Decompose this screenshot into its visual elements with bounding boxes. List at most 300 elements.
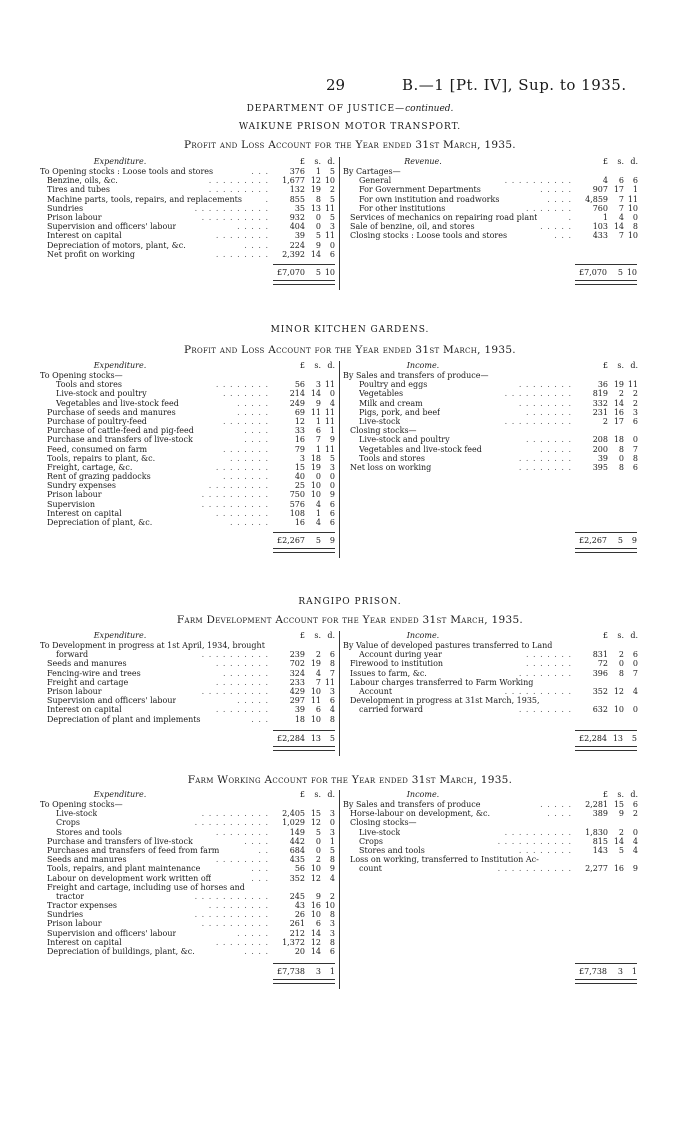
amount-pence: 5 [329, 453, 335, 463]
ledger-row-amount [576, 696, 638, 705]
total-shillings: 13 [612, 733, 623, 743]
amount-pence: 11 [324, 380, 335, 390]
ledger-row-label: Labour on development work written off [47, 873, 212, 883]
amount-pounds: 702 [289, 659, 305, 669]
amount-pence: 9 [329, 435, 335, 445]
leader-dots: . . . . [244, 947, 269, 956]
amount-pence: 3 [329, 827, 335, 837]
total-pounds: £2,267 [579, 536, 607, 546]
currency-label-d: d. [630, 631, 638, 640]
ledger-row-amount [273, 204, 335, 213]
ledger-row [343, 371, 638, 380]
currency-label-d: d. [327, 361, 335, 370]
amount-pence: 6 [632, 416, 638, 426]
amount-pence: 6 [632, 462, 638, 472]
amount-pence: 6 [329, 499, 335, 509]
ledger-row [343, 426, 638, 435]
amount-pence: 7 [632, 444, 638, 454]
ledger-row [343, 463, 638, 472]
leader-dots: . . . [251, 873, 269, 883]
currency-label-d: d. [327, 790, 335, 799]
ledger-row-label: forward [56, 650, 89, 660]
amount-pence: 0 [632, 435, 638, 445]
leader-dots: . . . . . . . . . . . [497, 864, 572, 874]
total-pence: 9 [329, 536, 335, 546]
ledger-row-amount [273, 837, 335, 846]
ledger-row-amount [576, 399, 638, 408]
ledger-row-amount [273, 696, 335, 705]
ledger-row-amount [576, 800, 638, 809]
amount-pence: 1 [329, 426, 335, 436]
amount-shillings: 16 [310, 901, 321, 911]
left-total-rule [273, 730, 335, 731]
ledger-row [40, 454, 335, 463]
amount-pence: 5 [329, 845, 335, 855]
ledger-row-label: Closing stocks— [350, 426, 417, 436]
total-pence: 10 [324, 268, 335, 277]
ledger-row-amount [273, 389, 335, 398]
ledger-row [40, 500, 335, 509]
amount-pounds: 69 [294, 407, 305, 417]
amount-pounds: 20 [294, 947, 305, 956]
ledger-row-label: Fencing-wire and trees [47, 668, 141, 678]
amount-pence: 8 [329, 714, 335, 724]
right-column [343, 790, 638, 874]
ledger-row-amount [273, 371, 335, 380]
ledger-row-label: Tires and tubes [47, 185, 111, 195]
ledger-row-amount [273, 380, 335, 389]
amount-pounds: 297 [289, 696, 305, 706]
right-total-double-rule [575, 746, 637, 751]
ledger-row [40, 408, 335, 417]
amount-pounds: 25 [294, 481, 305, 491]
ledger-row-amount [576, 687, 638, 696]
account-title: Profit and Loss Account for the Year ended 31st March, 1935. [184, 344, 516, 356]
ledger-row-label: Purchase and transfers of live-stock [47, 836, 193, 846]
amount-pounds: 2,277 [585, 864, 608, 874]
currency-label-d: d. [327, 157, 335, 166]
ledger-row-amount [576, 463, 638, 472]
ledger-row-amount [576, 454, 638, 463]
ledger-row-label: Depreciation of plant and implements [47, 714, 201, 724]
leader-dots: . . . . . . . . [215, 827, 269, 837]
ledger-row-amount [576, 204, 638, 213]
ledger-row-label: Vegetables and live-stock feed [359, 444, 482, 454]
ledger-row [343, 231, 638, 240]
ledger-row-label: Sundry expenses [47, 481, 116, 491]
amount-pounds: 396 [592, 668, 608, 678]
leader-dots: . . . . [244, 240, 269, 250]
ledger-row-amount [576, 408, 638, 417]
amount-shillings: 18 [613, 435, 624, 445]
ledger-row [343, 185, 638, 194]
amount-shillings: 4 [315, 518, 321, 527]
ledger-row [40, 435, 335, 444]
left-total-rule [273, 264, 335, 265]
amount-pence: 0 [632, 659, 638, 669]
ledger-row-amount [273, 809, 335, 818]
amount-shillings: 4 [315, 668, 321, 678]
ledger-row [40, 947, 335, 956]
ledger-row-label: Sale of benzine, oil, and stores [350, 222, 475, 232]
leader-dots: . . . . . . . . [215, 231, 269, 241]
ledger-row [40, 472, 335, 481]
amount-shillings: 2 [618, 827, 624, 837]
ledger-row-label: Sundries [47, 203, 84, 213]
ledger-row [40, 846, 335, 855]
amount-pence: 9 [329, 490, 335, 500]
left-total-rule [273, 532, 335, 533]
ledger-row [40, 938, 335, 947]
leader-dots: . . . . . . . . [215, 462, 269, 472]
amount-pounds: 4,859 [585, 194, 608, 204]
ledger-row-amount [273, 408, 335, 417]
amount-pounds: 389 [592, 809, 608, 819]
currency-label-p: £ [602, 790, 608, 799]
ledger-row-amount [273, 650, 335, 659]
column-header [40, 157, 335, 167]
amount-pence: 3 [329, 928, 335, 938]
amount-shillings: 8 [618, 668, 624, 678]
amount-shillings: 11 [310, 407, 321, 417]
amount-pence: 10 [324, 176, 335, 186]
leader-dots: . . [258, 845, 269, 855]
ledger-row [40, 463, 335, 472]
ledger-row-amount [273, 231, 335, 240]
ledger-row-label: Issues to farm, &c. [350, 668, 427, 678]
left-column [40, 361, 335, 527]
amount-pounds: 39 [597, 453, 608, 463]
amount-pounds: 433 [592, 231, 608, 241]
department-name: DEPARTMENT OF JUSTICE— [246, 104, 406, 114]
ledger-row [343, 454, 638, 463]
total-pounds: £7,070 [277, 268, 305, 277]
ledger-row-label: Interest on capital [47, 508, 122, 518]
ledger-row [40, 167, 335, 176]
ledger-row-label: By Sales and transfers of produce— [343, 371, 489, 380]
leader-dots: . . . . . . . . [215, 705, 269, 715]
amount-pence: 5 [329, 167, 335, 176]
amount-pounds: 376 [289, 167, 305, 176]
ledger-row-label: Closing stocks— [350, 818, 417, 828]
column-divider [339, 157, 340, 290]
right-total [567, 536, 637, 546]
total-pence: 10 [626, 268, 637, 277]
leader-dots: . . . . . . . . . . . [194, 818, 269, 828]
ledger-row [40, 195, 335, 204]
ledger-row [343, 641, 638, 650]
amount-pence: 11 [324, 231, 335, 241]
amount-shillings: 10 [310, 686, 321, 696]
amount-shillings: 0 [315, 212, 321, 222]
ledger-row-label: Feed, consumed on farm [47, 444, 148, 454]
leader-dots: . . . . . . . [525, 203, 572, 213]
ledger-row-label: Supervision and officers' labour [47, 696, 177, 706]
amount-pounds: 404 [289, 222, 305, 232]
amount-pence: 0 [329, 389, 335, 399]
amount-shillings: 2 [315, 650, 321, 660]
left-total-double-rule [273, 746, 335, 751]
ledger-row [40, 250, 335, 259]
ledger-row-amount [576, 641, 638, 650]
ledger-row [40, 417, 335, 426]
ledger-row-amount [576, 659, 638, 668]
ledger-row [343, 650, 638, 659]
amount-pounds: 18 [294, 714, 305, 724]
ledger-row [343, 864, 638, 873]
ledger-row [40, 176, 335, 185]
amount-pence: 6 [632, 800, 638, 809]
ledger-row-label: By Sales and transfers of produce [343, 800, 481, 809]
leader-dots: . . . . . . . . [215, 508, 269, 518]
ledger-row-label: Freight, cartage, &c. [47, 462, 133, 472]
amount-pounds: 2,392 [282, 249, 305, 259]
left-total-rule [273, 963, 335, 964]
leader-dots: . . . . . . . . [518, 845, 572, 855]
ledger-row-amount [273, 241, 335, 250]
ledger-row-amount [273, 435, 335, 444]
ledger-row-label: Prison labour [47, 212, 102, 222]
currency-label-p: £ [602, 631, 608, 640]
ledger-row [343, 828, 638, 837]
ledger-row-amount [273, 481, 335, 490]
ledger-row-label: Freight and cartage [47, 677, 129, 687]
ledger-row-label: Horse-labour on development, &c. [350, 809, 490, 819]
ledger-row [343, 846, 638, 855]
leader-dots: . [265, 194, 269, 204]
page-number: 29 [326, 76, 346, 94]
amount-pounds: 239 [289, 650, 305, 660]
left-column [40, 631, 335, 724]
amount-pounds: 40 [294, 472, 305, 482]
leader-dots: . . . . . . . [222, 472, 269, 482]
amount-shillings: 10 [310, 490, 321, 500]
ledger-row-amount [576, 855, 638, 864]
ledger-row-label: To Opening stocks : Loose tools and stores [40, 167, 214, 176]
leader-dots: . . . . . . . [222, 444, 269, 454]
leader-dots: . . . . . . . [222, 389, 269, 399]
leader-dots: . . . . . . . . [518, 398, 572, 408]
ledger-row-amount [273, 938, 335, 947]
ledger-row-amount [273, 518, 335, 527]
amount-shillings: 19 [310, 659, 321, 669]
ledger-row-amount [576, 371, 638, 380]
income-caption: Revenue. [404, 157, 442, 166]
amount-shillings: 2 [315, 855, 321, 865]
ledger-row [40, 518, 335, 527]
amount-pence: 10 [627, 231, 638, 241]
left-column [40, 790, 335, 956]
currency-label-p: £ [299, 157, 305, 166]
amount-shillings: 9 [315, 240, 321, 250]
ledger-row [343, 818, 638, 827]
ledger-row [40, 929, 335, 938]
amount-pence: 8 [329, 937, 335, 947]
ledger-row [343, 176, 638, 185]
leader-dots: . . . . . . . [222, 668, 269, 678]
ledger-row-label: Interest on capital [47, 231, 122, 241]
amount-shillings: 0 [315, 222, 321, 232]
ledger-row-label: Live-stock and poultry [359, 435, 450, 445]
ledger-row [40, 715, 335, 724]
department-continued: continued. [405, 104, 454, 114]
section-title: RANGIPO PRISON. [298, 597, 402, 607]
ledger-row-label: General [359, 176, 392, 186]
amount-pence: 0 [632, 705, 638, 715]
amount-shillings: 7 [315, 677, 321, 687]
ledger-row-label: Tools, repairs, and plant maintenance [47, 864, 201, 874]
ledger-row-amount [273, 490, 335, 499]
ledger-row-label: Closing stocks : Loose tools and stores [350, 231, 508, 241]
ledger-row-amount [273, 929, 335, 938]
right-column [343, 631, 638, 715]
currency-label-s: s. [314, 631, 321, 640]
ledger-row-amount [576, 864, 638, 873]
amount-pence: 0 [329, 240, 335, 250]
ledger-row [40, 490, 335, 499]
leader-dots: . . . . . [237, 928, 269, 938]
amount-pence: 3 [632, 407, 638, 417]
ledger-row-amount [273, 800, 335, 809]
amount-pounds: 233 [289, 677, 305, 687]
leader-dots: . . . . . [237, 398, 269, 408]
amount-shillings: 8 [618, 462, 624, 472]
amount-shillings: 2 [618, 650, 624, 660]
leader-dots: . . . . [547, 194, 572, 204]
ledger-row [40, 809, 335, 818]
leader-dots: . . . . . . . . . . [201, 212, 269, 222]
amount-pounds: 815 [592, 836, 608, 846]
amount-pounds: 79 [294, 444, 305, 454]
ledger-row-amount [576, 185, 638, 194]
amount-pounds: 15 [294, 462, 305, 472]
amount-pence: 2 [632, 809, 638, 819]
amount-pence: 9 [632, 864, 638, 874]
ledger-row-label: Tools and stores [56, 380, 122, 390]
income-caption: Income. [406, 631, 440, 640]
ledger-row-label: Milk and cream [359, 398, 423, 408]
amount-shillings: 6 [315, 426, 321, 436]
ledger-row [40, 883, 335, 892]
ledger-row-label: Purchase of seeds and manures [47, 407, 176, 417]
amount-pence: 6 [632, 650, 638, 660]
right-total-rule [575, 532, 637, 533]
amount-pounds: 143 [592, 845, 608, 855]
leader-dots: . . . . . . . . . . [201, 919, 269, 929]
ledger-row [343, 399, 638, 408]
ledger-row-amount [273, 864, 335, 873]
amount-shillings: 5 [315, 827, 321, 837]
ledger-row [40, 892, 335, 901]
ledger-row-label: Stores and tools [56, 827, 122, 837]
amount-pence: 9 [329, 864, 335, 874]
amount-pence: 3 [329, 809, 335, 819]
amount-pounds: 855 [289, 194, 305, 204]
amount-shillings: 1 [315, 416, 321, 426]
amount-pence: 5 [329, 194, 335, 204]
ledger-row [343, 435, 638, 444]
amount-pence: 4 [329, 873, 335, 883]
ledger-row-amount [576, 445, 638, 454]
amount-shillings: 14 [613, 398, 624, 408]
currency-label-s: s. [617, 790, 624, 799]
amount-shillings: 17 [613, 416, 624, 426]
department-title [0, 104, 700, 114]
amount-shillings: 6 [618, 176, 624, 186]
ledger-row-label: Interest on capital [47, 937, 122, 947]
ledger-row-label: Account during year [359, 650, 442, 660]
amount-pounds: 2,281 [585, 800, 608, 809]
amount-pounds: 72 [597, 659, 608, 669]
amount-shillings: 19 [310, 462, 321, 472]
ledger-row-amount [273, 463, 335, 472]
total-pounds: £7,738 [277, 967, 305, 977]
amount-pounds: 200 [592, 444, 608, 454]
total-pence: 5 [631, 733, 637, 743]
amount-shillings: 1 [315, 444, 321, 454]
ledger-row-label: tractor [56, 891, 85, 901]
income-caption: Income. [406, 361, 440, 370]
amount-pence: 3 [329, 462, 335, 472]
amount-shillings: 0 [618, 659, 624, 669]
ledger-row-amount [273, 874, 335, 883]
amount-pence: 10 [627, 203, 638, 213]
leader-dots: . . . . . . . . [215, 937, 269, 947]
amount-pounds: 1,830 [585, 827, 608, 837]
currency-label-d: d. [630, 361, 638, 370]
ledger-row-label: Tools and stores [359, 453, 425, 463]
ledger-row [40, 399, 335, 408]
leader-dots: . . . . . . . . . . [504, 416, 572, 426]
amount-shillings: 10 [613, 705, 624, 715]
ledger-row-amount [273, 883, 335, 892]
account-title: Farm Development Account for the Year ended 31st March, 1935. [176, 614, 524, 626]
amount-pence: 6 [329, 508, 335, 518]
ledger-row-label: Tools, repairs to plant, &c. [47, 453, 156, 463]
right-total-rule [575, 730, 637, 731]
amount-pounds: 214 [289, 389, 305, 399]
leader-dots: . . . . . . [230, 453, 269, 463]
ledger-row [40, 371, 335, 380]
amount-pence: 6 [329, 696, 335, 706]
amount-shillings: 17 [613, 185, 624, 195]
right-total-double-rule [575, 280, 637, 285]
amount-pounds: 831 [592, 650, 608, 660]
total-shillings: 5 [617, 268, 623, 277]
ledger-row-amount [273, 167, 335, 176]
amount-shillings: 9 [315, 891, 321, 901]
ledger-row-amount [273, 678, 335, 687]
amount-pounds: 1 [602, 212, 608, 222]
ledger-row [40, 380, 335, 389]
amount-shillings: 4 [618, 212, 624, 222]
ledger-row-amount [576, 167, 638, 176]
total-shillings: 5 [315, 536, 321, 546]
ledger-row-amount [576, 669, 638, 678]
amount-shillings: 12 [310, 873, 321, 883]
column-header [40, 790, 335, 800]
column-divider [339, 790, 340, 989]
amount-pence: 7 [632, 668, 638, 678]
ledger-row [343, 167, 638, 176]
amount-shillings: 4 [315, 499, 321, 509]
leader-dots: . . . . . . . . . [208, 176, 269, 186]
ledger-row-label: Labour charges transferred to Farm Working [350, 677, 534, 687]
total-pounds: £7,070 [579, 268, 607, 277]
ledger-row-amount [273, 705, 335, 714]
ledger-row [40, 426, 335, 435]
left-total [265, 734, 335, 744]
